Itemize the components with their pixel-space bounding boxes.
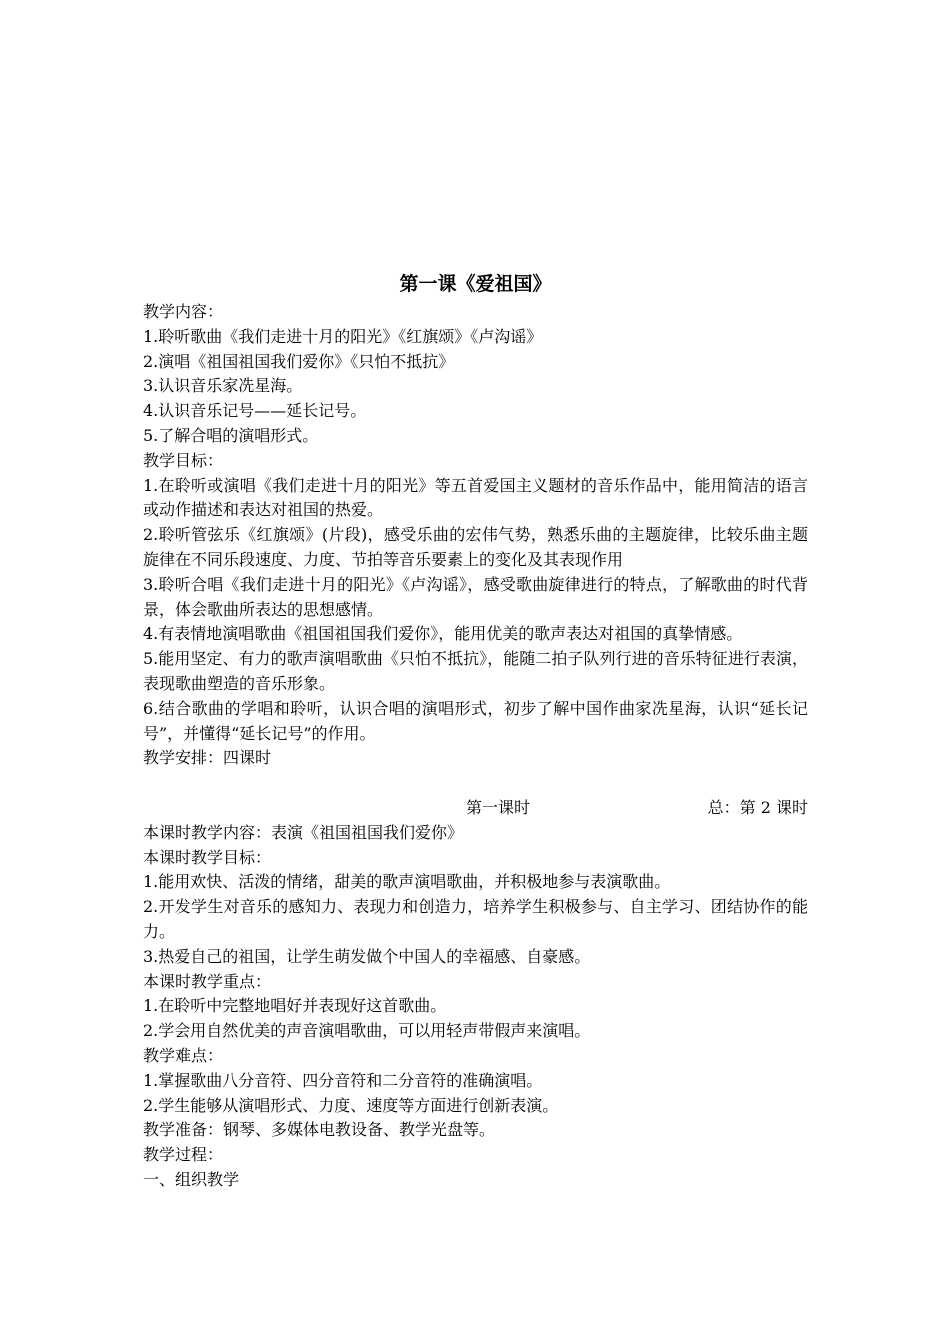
lesson-plan-page xyxy=(143,270,808,1193)
content-item: 1.聆听歌曲《我们走进十月的阳光》《红旗颂》《卢沟谣》 xyxy=(143,326,543,346)
difficulty-item: 1.掌握歌曲八分音符、四分音符和二分音符的准确演唱。 xyxy=(143,1070,543,1090)
session-total: 总：第 2 课时 xyxy=(707,797,808,817)
content-item: 5.了解合唱的演唱形式。 xyxy=(143,425,319,445)
goal-item: 1.在聆听或演唱《我们走进十月的阳光》等五首爱国主义题材的音乐作品中，能用简洁的语言或动作描述和表达对祖国的热爱。 xyxy=(143,475,808,520)
session-goals-heading: 本课时教学目标： xyxy=(143,847,272,867)
key-point-item: 1.在聆听中完整地唱好并表现好这首歌曲。 xyxy=(143,996,447,1016)
goal-item: 4.有表情地演唱歌曲《祖国祖国我们爱你》，能用优美的歌声表达对祖国的真挚情感。 xyxy=(143,624,743,644)
process-step: 一、组织教学 xyxy=(143,1169,240,1189)
goal-item: 6.结合歌曲的学唱和聆听，认识合唱的演唱形式，初步了解中国作曲家冼星海，认识“延长记号”，并懂得“延长记号”的作用。 xyxy=(143,698,808,743)
spacer xyxy=(143,771,808,796)
content-item: 2.演唱《祖国祖国我们爱你》《只怕不抵抗》 xyxy=(143,351,455,371)
session-header xyxy=(143,796,808,821)
difficulty-item: 2.学生能够从演唱形式、力度、速度等方面进行创新表演。 xyxy=(143,1095,559,1115)
goal-item: 2.聆听管弦乐《红旗颂》(片段)，感受乐曲的宏伟气势，熟悉乐曲的主题旋律，比较乐曲主题旋律在不同乐段速度、力度、节拍等音乐要素上的变化及其表现作用 xyxy=(143,525,808,569)
content-item: 3.认识音乐家冼星海。 xyxy=(143,376,303,396)
session-name: 第一课时 xyxy=(466,797,531,817)
content-heading: 教学内容： xyxy=(143,302,224,321)
session-content: 本课时教学内容：表演《祖国祖国我们爱你》 xyxy=(143,822,464,842)
key-point-item: 2.学会用自然优美的声音演唱歌曲，可以用轻声带假声来演唱。 xyxy=(143,1021,591,1041)
goal-item: 3.聆听合唱《我们走进十月的阳光》《卢沟谣》，感受歌曲旋律进行的特点，了解歌曲的时代背景，体会歌曲所表达的思想感情。 xyxy=(143,574,808,619)
session-goal-item: 1.能用欢快、活泼的情绪，甜美的歌声演唱歌曲，并积极地参与表演歌曲。 xyxy=(143,872,671,892)
goal-item: 5.能用坚定、有力的歌声演唱歌曲《只怕不抵抗》，能随二拍子队列行进的音乐特征进行表演，表现歌曲塑造的音乐形象。 xyxy=(143,649,808,693)
key-points-heading: 本课时教学重点： xyxy=(143,971,272,991)
teaching-arrangement: 教学安排：四课时 xyxy=(143,748,272,768)
difficulties-heading: 教学难点： xyxy=(143,1045,224,1065)
session-goal-item: 3.热爱自己的祖国，让学生萌发做个中国人的幸福感、自豪感。 xyxy=(143,946,591,966)
goals-heading: 教学目标： xyxy=(143,450,224,470)
process-heading: 教学过程： xyxy=(143,1145,224,1165)
session-goal-item: 2.开发学生对音乐的感知力、表现力和创造力，培养学生积极参与、自主学习、团结协作的能力。 xyxy=(143,897,808,941)
teaching-preparation: 教学准备：钢琴、多媒体电教设备、教学光盘等。 xyxy=(143,1120,496,1140)
content-item: 4.认识音乐记号——延长记号。 xyxy=(143,401,367,421)
lesson-title: 第一课《爱祖国》 xyxy=(399,273,552,295)
